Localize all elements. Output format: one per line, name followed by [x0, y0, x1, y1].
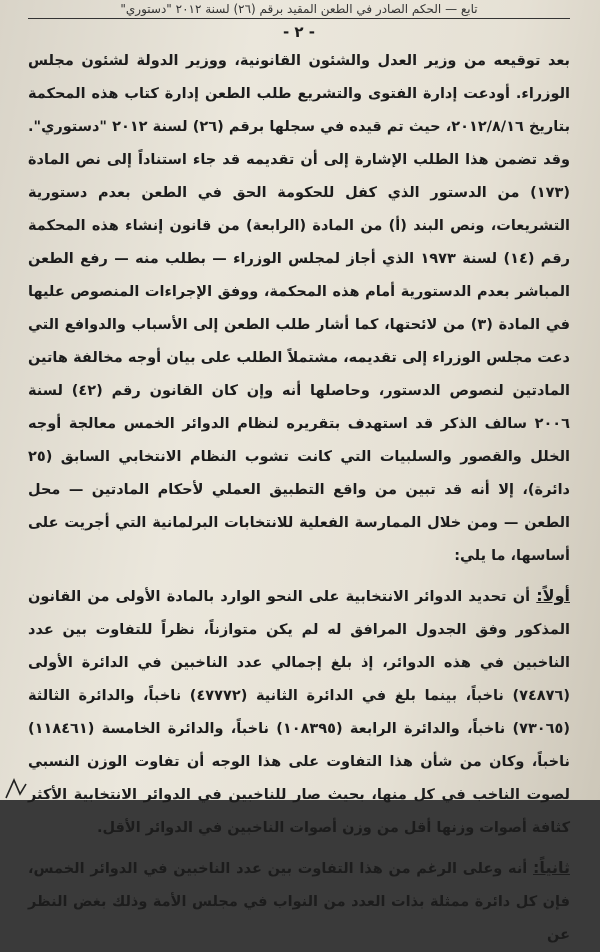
point-1-text: أن تحديد الدوائر الانتخابية على النحو الوارد بالمادة الأولى من القانون المذكور وفق الجدول المرافق له لم يكن متوازناً، نظراً للتفاوت بين عدد الناخبين في هذه الدوائر، إذ بلغ إجمالي عدد الناخبين في الدائرة الأولى (٧٤٨٧٦) ناخباً، بينما بلغ في الدائرة الثانية (٤٧٧٧٢) ناخباً، والدائرة الثالثة (٧٣٠٦٥) ناخباً، والدائرة الرابعة (١٠٨٣٩٥) ناخباً، والدائرة الخامسة (١١٨٤٦١) ناخباً، وكان من شأن هذا التفاوت على هذا الوجه أن تفاوت الوزن النسبي لصوت الناخب في كل منها، بحيث صار للناخبين في الدوائر الانتخابية الأكثر كثافة أصوات وزنها أقل من وزن أصوات الناخبين في الدوائر الأقل. [28, 589, 571, 836]
point-2-text: أنه وعلى الرغم من هذا التفاوت بين عدد الناخبين في الدوائر الخمس، فإن كل دائرة ممثلة بذات العدد من النواب في مجلس الأمة وذلك بغض النظر عن [28, 861, 570, 943]
paragraph-point-1 [28, 579, 570, 845]
point-1-label: أولاً: [536, 586, 570, 605]
running-header: تابع — الحكم الصادر في الطعن المقيد برقم (٢٦) لسنة ٢٠١٢ "دستوري" [28, 2, 570, 19]
point-2-label: ثانياً: [533, 858, 570, 877]
paragraph-intro: بعد توقيعه من وزير العدل والشئون القانونية، ووزير الدولة لشئون مجلس الوزراء. أودعت إدارة الفتوى والتشريع طلب الطعن إدارة كتاب هذه المحكمة بتاريخ ٢٠١٢/٨/١٦، حيث تم قيده في سجلها برقم (٢٦) لسنة ٢٠١٢ "دستوري". وقد تضمن هذا الطلب الإشارة إلى أن تقديمه قد جاء استناداً إلى نص المادة (١٧٣) من الدستور الذي كفل للحكومة الحق في الطعن بعدم دستورية التشريعات، ونص البند (أ) من المادة (الرابعة) من قانون إنشاء هذه المحكمة رقم (١٤) لسنة ١٩٧٣ الذي أجاز لمجلس الوزراء — بطلب منه — رفع الطعن المباشر بعدم الدستورية أمام هذه المحكمة، ووفق الإجراءات المنصوص عليها في المادة (٣) من لائحتها، كما أشار طلب الطعن إلى الأسباب والدوافع التي دعت مجلس الوزراء إلى تقديمه، مشتملاً الطلب على بيان أوجه مخالفة هاتين المادتين لنصوص الدستور، وحاصلها أنه وإن كان القانون رقم (٤٢) لسنة ٢٠٠٦ سالف الذكر قد استهدف بتقريره لنظام الدوائر الخمس معالجة أوجه الخلل والقصور والسلبيات التي كانت تشوب النظام الانتخابي السابق (٢٥ دائرة)، إلا أنه قد تبين من واقع التطبيق العملي لأحكام المادتين — محل الطعن — ومن خلال الممارسة الفعلية للانتخابات البرلمانية التي أجريت على أساسها، ما يلي: [28, 53, 571, 564]
handwritten-mark [0, 750, 50, 800]
paragraph-point-2 [28, 851, 570, 952]
page-number: - ٢ - [282, 23, 316, 41]
page-content [28, 0, 571, 943]
